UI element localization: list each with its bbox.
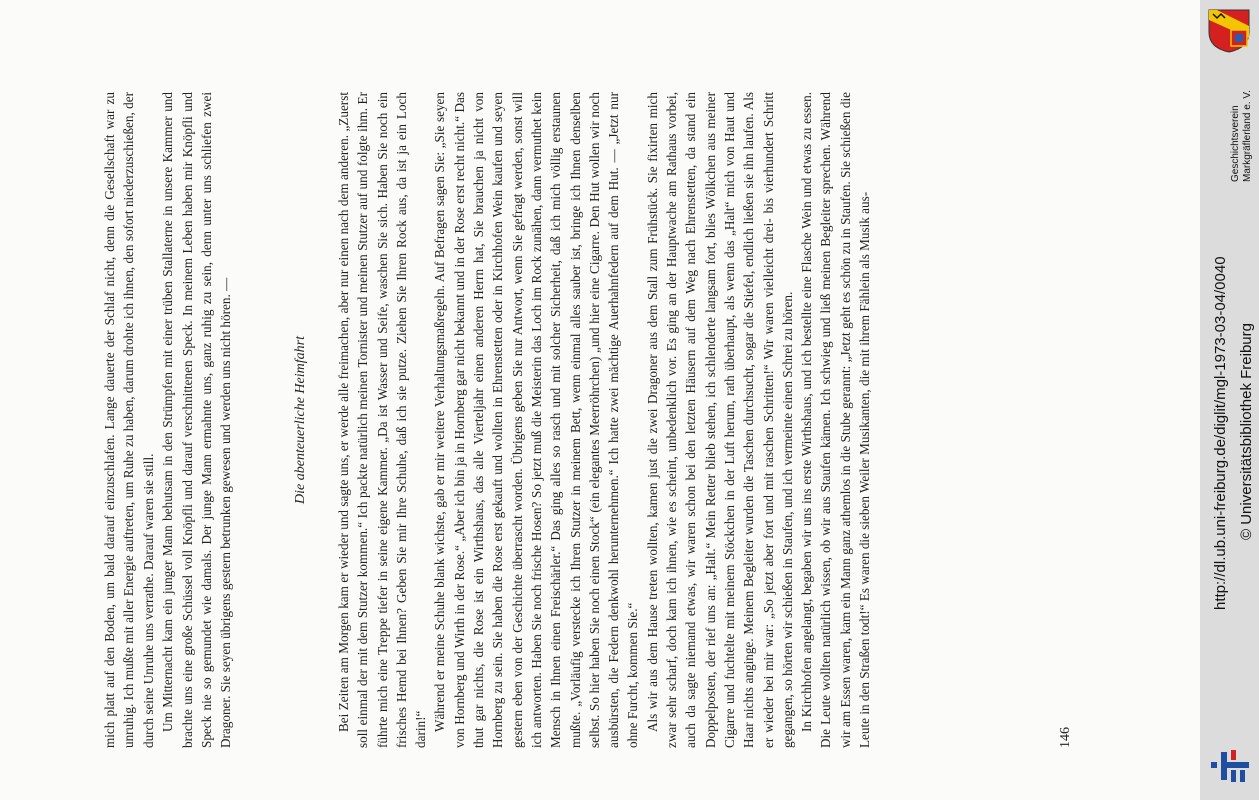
section-heading: Die abenteuerliche Heimfahrt bbox=[293, 336, 308, 504]
society-name-line1: Geschichtsverein bbox=[1230, 105, 1241, 182]
coat-of-arms-icon bbox=[1207, 6, 1251, 54]
text-block-top bbox=[100, 92, 236, 748]
library-logo-icon bbox=[1209, 748, 1253, 784]
text-block-bottom bbox=[334, 92, 874, 748]
paragraph: In Kirchhofen angelangt, begaben wir uns ins erste Wirthshaus, und ich bestellte eine Flasche Wein und etwas zu essen. Die Leute wollten natürlich wissen, ob wir aus Staufen kämen. Ich schwieg und ließ meinen Begleiter sprechen. Während wir am Essen waren, kam ein Mann ganz athemlos in die Stube gerannt: „Jetzt geht es schön zu in Staufen. Sie schießen die Leute in den Straßen todt!“ Es waren die sieben Weiler Musikanten, die mit ihrem Fählein als Musik aus- bbox=[799, 92, 873, 748]
copyright-notice: © Universitätsbibliothek Freiburg bbox=[1238, 323, 1255, 540]
paragraph: Um Mitternacht kam ein junger Mann behutsam in den Strümpfen mit einer trüben Stallaterne in unsere Kammer und brachte uns eine große Schüssel voll Knöpfli und darauf verschnittenen Speck. In meinem Leben haben mir Knöpfli und Speck nie so gemundet wie damals. Der junge Mann ermahnte uns, ganz ruhig zu sein, denn unter uns schliefen zwei Dragoner. Sie seyen übrigens gestern betrunken gewesen und werden uns nicht hören. — bbox=[160, 92, 234, 748]
document-url[interactable]: http://dl.ub.uni-freiburg.de/diglit/mgl-1973-03-04/0040 bbox=[1212, 256, 1229, 610]
page-number: 146 bbox=[1058, 727, 1073, 748]
society-name-line2: Markgräflerland e. V. bbox=[1242, 90, 1253, 182]
paragraph: Als wir aus dem Hause treten wollten, kamen just die zwei Dragoner aus dem Stall zum Frühstück. Sie fixirten mich zwar sehr scharf, doch kam ich ihnen, wie es scheint, unbedenklich vor. Es ging an der Hauptwache am Rathaus vorbei, auch da sagte niemand etwas, wir waren schon bei den letzten Häusern auf dem Weg nach Ehrenstetten, da stand ein Doppelposten, der rief uns an: „Halt.“ Mein Retter blieb stehen, ich schlenderte langsam fort, blies Wölkchen aus meiner Cigarre und fuchtelte mit meinem Stöckchen in der Luft herum, rath überhaupt, als wenn das „Halt“ mich von Haut und Haar nichts anginge. Meinem Begleiter wurden die Taschen durchsucht, sogar die Stiefel, endlich ließen sie ihn laufen. Als er wieder bei mir war: „So jetzt aber fort und mit raschen Schritten!“ Wir waren vielleicht drei- bis vierhundert Schritt gegangen, so hörten wir schießen in Staufen, und ich vermeinte einen Schrei zu hören. bbox=[644, 92, 795, 748]
paragraph: Während er meine Schuhe blank wichste, gab er mir weitere Verhaltungsmaßregeln. Auf Befragen sagen Sie: „Sie seyen von Hornberg und Wirth in der Rose.“ „Aber ich bin ja in Hornberg gar nicht bekannt und in der Rose erst recht nicht.“ Das thut gar nichts, die Rose ist ein Wirthshaus, das alle Vierteljahr einen anderen Herrn hat, Sie brauchen ja nicht von Hornberg zu sein. Sie haben die Rose erst gekauft und wollten in Ehrenstetten oder in Kirchhofen Wein kaufen und seyen gestern eben von der Geschichte überrascht worden. Übrigens geben Sie nur Antwort, wenn Sie gefragt werden, sonst will ich antworten. Haben Sie noch frische Hosen? So jetzt muß die Meisterin das Loch im Rock zunähen, dann vermuthet kein Mensch in Ihnen einen Freischärler.“ Das ging alles so rasch und mit solcher Sicherheit, daß ich mich völlig erstaunen mußte. „Vorläufig verstecke ich Ihren Stutzer in meinem Bett, wenn einmal alles sauber ist, bringe ich Ihnen denselben selbst. So hier haben Sie noch einen Stock“ (ein elegantes Meerröhrchen) „und hier eine Cigarre. Den Hut wollen wir noch ausbürsten, die Federn denkwohl herunternehmen.“ Ich hatte zwei mächtige Auerhahnfedern auf dem Hut. — „Jetzt nur ohne Furcht, kommen Sie.“ bbox=[432, 92, 641, 748]
paragraph: Bei Zeiten am Morgen kam er wieder und sagte uns, er werde alle freimachen, aber nur einen nach dem anderen. „Zuerst soll einmal der mit dem Stutzer kommen.“ Ich packte natürlich meinen Tornister und meinen Stutzer auf und folgte ihm. Er führte mich eine Treppe tiefer in seine eigene Kammer. „Da ist Wasser und Seife, waschen Sie sich. Haben Sie noch ein frisches Hemd bei Ihnen? Geben Sie mir Ihre Schuhe, daß ich sie putze. Ziehen Sie Ihren Rock aus, da ist ja ein Loch darin!“ bbox=[336, 92, 429, 748]
paragraph: mich platt auf den Boden, um bald darauf einzuschlafen. Lange dauerte der Schlaf nicht, denn die Gesellschaft war zu unruhig. Ich mußte mit aller Energie auftreten, um Ruhe zu haben, darum drohte ich ihnen, den sofort niederzuschießen, der durch seine Unruhe uns verrathe. Darauf waren sie still. bbox=[102, 92, 156, 748]
